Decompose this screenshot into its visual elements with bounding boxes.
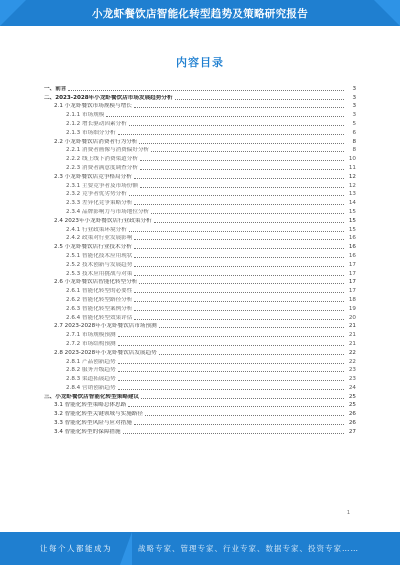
toc-entry-page: 21 xyxy=(348,340,356,347)
toc-entry-title: 2.4 2023年小龙虾餐饮店行业政策分析 xyxy=(54,217,152,224)
toc-leader-dots xyxy=(151,151,344,152)
toc-leader-dots xyxy=(129,231,344,232)
toc-leader-dots xyxy=(134,275,344,276)
toc-entry-title: 2.5.2 技术创新与发展趋势 xyxy=(66,261,133,268)
toc-leader-dots xyxy=(128,406,344,407)
toc-entry-title: 2.3.2 竞争者优劣势分析 xyxy=(66,191,127,198)
toc-entry-page: 16 xyxy=(348,244,356,251)
toc-entry-title: 一、前言 xyxy=(44,85,67,92)
toc-entry-title: 2.7.2 市场结构预测 xyxy=(66,340,116,347)
toc-leader-dots xyxy=(154,222,344,223)
toc-leader-dots xyxy=(106,116,344,117)
toc-entry-title: 2.6.3 智能化转型案例分析 xyxy=(66,305,133,312)
toc-entry-page: 25 xyxy=(348,393,356,400)
toc-leader-dots xyxy=(118,363,344,364)
toc-entry[interactable] xyxy=(44,348,356,357)
page-number: 1 xyxy=(346,510,350,516)
toc-leader-dots xyxy=(175,99,344,100)
footer-tagline: 战略专家、管理专家、行业专家、数据专家、投资专家…… xyxy=(138,544,359,553)
toc-entry-title: 2.7.1 市场规模预测 xyxy=(66,332,116,339)
toc-entry-title: 3.3 智能化转型风险与应对措施 xyxy=(54,420,132,427)
toc-entry-page: 17 xyxy=(348,270,356,277)
toc-entry-page: 19 xyxy=(348,305,356,312)
toc-entry-page: 10 xyxy=(348,156,356,163)
toc-leader-dots xyxy=(134,424,344,425)
toc-entry[interactable] xyxy=(44,427,356,436)
page-header xyxy=(0,0,400,26)
toc-entry[interactable] xyxy=(44,146,356,155)
toc-leader-dots xyxy=(118,345,344,346)
toc-entry-page: 20 xyxy=(348,314,356,321)
toc-entry-page: 15 xyxy=(348,217,356,224)
toc-leader-dots xyxy=(129,195,344,196)
toc-entry-title: 2.6.1 智能化转型的必要性 xyxy=(66,288,133,295)
footer-accent xyxy=(120,532,132,565)
toc-entry-page: 5 xyxy=(352,120,356,127)
toc-entry[interactable] xyxy=(44,286,356,295)
toc-leader-dots xyxy=(159,354,344,355)
toc-entry-page: 27 xyxy=(348,428,356,435)
toc-entry-page: 26 xyxy=(348,411,356,418)
toc-entry-page: 15 xyxy=(348,226,356,233)
toc-leader-dots xyxy=(145,415,344,416)
toc-heading: 内容目录 xyxy=(176,56,224,69)
toc-entry-page: 3 xyxy=(352,85,356,92)
toc-entry-page: 24 xyxy=(348,384,356,391)
toc-entry[interactable] xyxy=(44,181,356,190)
toc-leader-dots xyxy=(134,178,344,179)
toc-entry-title: 2.3 小龙虾餐饮店竞争格局分析 xyxy=(54,173,132,180)
toc-leader-dots xyxy=(139,143,344,144)
toc-entry-title: 2.2.3 消费者满意度调查分析 xyxy=(66,164,138,171)
toc-entry-page: 18 xyxy=(348,296,356,303)
toc-entry-page: 26 xyxy=(348,420,356,427)
toc-leader-dots xyxy=(129,125,344,126)
toc-entry-page: 22 xyxy=(348,349,356,356)
toc-entry-title: 2.1.1 市场规模 xyxy=(66,112,105,119)
toc-entry-title: 二、2023-2028年小龙虾餐饮店市场发展趋势分析 xyxy=(44,94,173,101)
toc-entry-page: 23 xyxy=(348,376,356,383)
toc-leader-dots xyxy=(118,371,344,372)
toc-entry[interactable] xyxy=(44,269,356,278)
toc-entry-title: 2.6.4 智能化转型效果评估 xyxy=(66,314,133,321)
toc-entry[interactable] xyxy=(44,216,356,225)
toc-entry[interactable] xyxy=(44,295,356,304)
toc-entry-title: 2.2.2 线上线下消费渠道分析 xyxy=(66,156,138,163)
toc-leader-dots xyxy=(134,301,344,302)
toc-entry-title: 2.8 2023-2028年小龙虾餐饮店发展趋势 xyxy=(54,349,157,356)
toc-leader-dots xyxy=(139,283,344,284)
toc-entry-page: 21 xyxy=(348,323,356,330)
toc-entry-page: 8 xyxy=(352,147,356,154)
toc-entry[interactable] xyxy=(44,234,356,243)
toc-leader-dots xyxy=(134,248,344,249)
toc-entry[interactable] xyxy=(44,225,356,234)
toc-entry[interactable] xyxy=(44,339,356,348)
toc-entry[interactable] xyxy=(44,304,356,313)
table-of-contents xyxy=(44,84,356,436)
toc-entry-page: 12 xyxy=(348,173,356,180)
toc-leader-dots xyxy=(151,213,344,214)
toc-leader-dots xyxy=(159,327,344,328)
toc-entry[interactable] xyxy=(44,137,356,146)
toc-entry-title: 2.5.1 智能化技术应用现状 xyxy=(66,252,133,259)
toc-entry[interactable] xyxy=(44,190,356,199)
toc-entry-title: 2.4.2 政策对行业发展影响 xyxy=(66,235,133,242)
toc-leader-dots xyxy=(134,239,344,240)
toc-entry[interactable] xyxy=(44,251,356,260)
toc-entry-title: 2.4.1 行业政策环境分析 xyxy=(66,226,127,233)
toc-entry-title: 2.5.3 技术应用挑战与对策 xyxy=(66,270,133,277)
toc-entry[interactable] xyxy=(44,172,356,181)
toc-entry-page: 15 xyxy=(348,208,356,215)
toc-leader-dots xyxy=(118,336,344,337)
toc-entry-page: 22 xyxy=(348,358,356,365)
toc-entry[interactable] xyxy=(44,260,356,269)
toc-leader-dots xyxy=(134,292,344,293)
toc-leader-dots xyxy=(68,90,344,91)
toc-entry[interactable] xyxy=(44,322,356,331)
toc-entry-page: 16 xyxy=(348,252,356,259)
toc-entry[interactable] xyxy=(44,128,356,137)
toc-entry[interactable] xyxy=(44,313,356,322)
toc-entry-title: 2.8.1 产品创新趋势 xyxy=(66,358,116,365)
toc-entry-page: 21 xyxy=(348,332,356,339)
toc-entry[interactable] xyxy=(44,366,356,375)
toc-entry-page: 17 xyxy=(348,261,356,268)
toc-entry-title: 三、小龙虾餐饮店智能化转型策略建议 xyxy=(44,393,140,400)
toc-leader-dots xyxy=(118,134,344,135)
toc-leader-dots xyxy=(118,380,344,381)
toc-entry-title: 2.1.2 增长驱动因素分析 xyxy=(66,120,127,127)
toc-entry-page: 8 xyxy=(352,138,356,145)
toc-entry-page: 25 xyxy=(348,402,356,409)
toc-entry-title: 2.1 小龙虾餐饮市场规模与增长 xyxy=(54,103,132,110)
toc-entry[interactable] xyxy=(44,374,356,383)
toc-entry[interactable] xyxy=(44,409,356,418)
toc-entry[interactable] xyxy=(44,198,356,207)
toc-entry[interactable] xyxy=(44,418,356,427)
toc-entry[interactable] xyxy=(44,93,356,102)
toc-entry[interactable] xyxy=(44,154,356,163)
toc-entry-title: 2.8.4 营销创新趋势 xyxy=(66,384,116,391)
toc-entry-title: 2.1.3 市场细分分析 xyxy=(66,129,116,136)
toc-leader-dots xyxy=(134,257,344,258)
toc-entry[interactable] xyxy=(44,383,356,392)
toc-entry-title: 2.3.3 差异化竞争策略分析 xyxy=(66,200,133,207)
toc-entry[interactable] xyxy=(44,119,356,128)
toc-entry-page: 3 xyxy=(352,103,356,110)
toc-entry-title: 2.7 2023-2028年小龙虾餐饮店市场预测 xyxy=(54,323,157,330)
toc-entry[interactable] xyxy=(44,84,356,93)
toc-entry-title: 2.8.2 服务升级趋势 xyxy=(66,367,116,374)
toc-entry-title: 2.3.4 品牌影响力与市场地位分析 xyxy=(66,208,150,215)
toc-leader-dots xyxy=(141,398,344,399)
toc-entry-page: 14 xyxy=(348,200,356,207)
toc-leader-dots xyxy=(140,169,344,170)
toc-entry-page: 17 xyxy=(348,288,356,295)
toc-entry[interactable] xyxy=(44,163,356,172)
toc-entry-page: 13 xyxy=(348,191,356,198)
toc-entry-page: 3 xyxy=(352,94,356,101)
toc-entry-page: 11 xyxy=(348,164,356,171)
toc-leader-dots xyxy=(134,266,344,267)
toc-leader-dots xyxy=(118,389,344,390)
toc-entry-title: 2.2.1 消费者画像与消费偏好分析 xyxy=(66,147,150,154)
toc-entry-page: 17 xyxy=(348,279,356,286)
toc-leader-dots xyxy=(134,204,344,205)
toc-entry-title: 2.6.2 智能化转型路径分析 xyxy=(66,296,133,303)
toc-entry-page: 3 xyxy=(352,112,356,119)
toc-entry[interactable] xyxy=(44,330,356,339)
toc-leader-dots xyxy=(134,310,344,311)
toc-leader-dots xyxy=(140,160,344,161)
toc-entry[interactable] xyxy=(44,401,356,410)
toc-entry-page: 16 xyxy=(348,235,356,242)
toc-entry[interactable] xyxy=(44,242,356,251)
toc-entry-page: 6 xyxy=(352,129,356,136)
toc-leader-dots xyxy=(134,107,344,108)
toc-entry[interactable] xyxy=(44,207,356,216)
toc-entry-title: 3.1 智能化转型策略总体思路 xyxy=(54,402,127,409)
toc-entry-title: 2.3.1 主要竞争者及市场份额 xyxy=(66,182,138,189)
toc-entry-page: 12 xyxy=(348,182,356,189)
toc-entry-title: 2.8.3 渠道拓展趋势 xyxy=(66,376,116,383)
toc-entry-title: 3.2 智能化转型关键领域与实施路径 xyxy=(54,411,143,418)
toc-entry-title: 2.6 小龙虾餐饮店智能化转型分析 xyxy=(54,279,138,286)
toc-leader-dots xyxy=(123,433,344,434)
toc-entry[interactable] xyxy=(44,110,356,119)
toc-entry-title: 2.2 小龙虾餐饮店消费者行为分析 xyxy=(54,138,138,145)
toc-entry[interactable] xyxy=(44,102,356,111)
footer-slogan: 让每个人都能成为 xyxy=(40,544,112,553)
report-title: 小龙虾餐饮店智能化转型趋势及策略研究报告 xyxy=(92,8,308,20)
toc-entry[interactable] xyxy=(44,392,356,401)
page-footer xyxy=(0,532,400,565)
toc-entry-page: 23 xyxy=(348,367,356,374)
toc-entry-title: 3.4 智能化转型的保障措施 xyxy=(54,428,121,435)
toc-entry[interactable] xyxy=(44,278,356,287)
toc-entry[interactable] xyxy=(44,357,356,366)
toc-leader-dots xyxy=(134,319,344,320)
toc-entry-title: 2.5 小龙虾餐饮店行业技术分析 xyxy=(54,244,132,251)
toc-leader-dots xyxy=(140,187,344,188)
